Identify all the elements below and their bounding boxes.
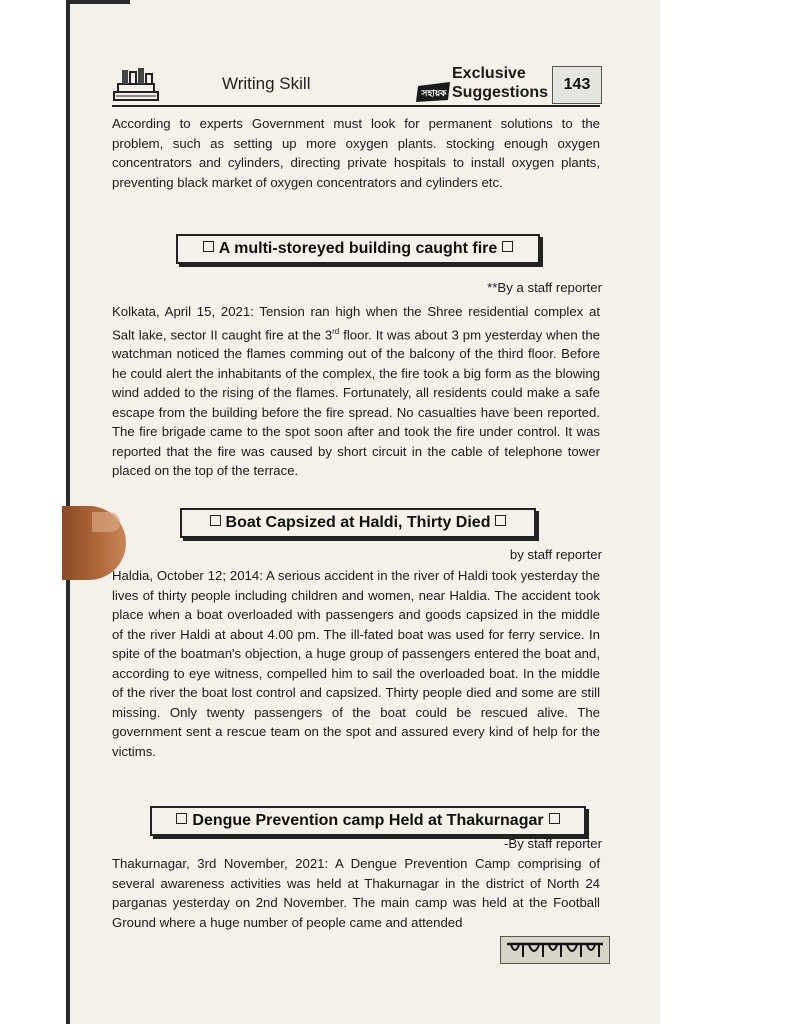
article-boat-body: Haldia, October 12; 2014: A serious accident in the river of Haldi took yesterday the lives of thirty people including children and women, near Haldia. The accident took place when a boat overloaded with passengers and goods capsized in the middle of the river Haldi at about 4.00 pm. The ill-fated boat was used for ferry service. In spite of the boatman's objection, a huge group of passengers entered the boat and, according to eye witness, compelled him to sail the overloaded boat. In the middle of the river the boat lost control and capsized. Thirty people died and some are still missing. Only twenty passengers of the boat could be rescued alive. The government sent a rescue team on the spot and assured every kind of help for the victims. [112,568,600,759]
checkbox-square-icon [495,515,506,526]
page-header [112,62,602,106]
page-top-edge [70,0,130,4]
article-fire-body: Kolkata, April 15, 2021: Tension ran high when the Shree residential complex at Salt lake, sector II caught fire at the 3rd floor. It was about 3 pm yesterday when the watchman noticed the flames comming out of the balcony of the third floor. Before he could alert the inhabitants of the complex, the fire took a big form as the blowing wind added to the rising of the flames. Fortunately, all residents could make a safe escape from the building before the fire spread. No casualties have been reported. The fire brigade came to the spot soon after and took the fire under control. It was reported that the fire was caused by short circuit in the cable of telephone tower placed on the top of the terrace. [112,304,600,479]
suggestions-line: Suggestions [452,84,549,101]
checkbox-square-icon [203,241,214,252]
headline-text: A multi-storeyed building caught fire [218,240,498,257]
publisher-logo-art [501,937,609,963]
publisher-logo [500,936,610,964]
checkbox-square-icon [502,241,513,252]
checkbox-square-icon [549,813,560,824]
article-fire-byline: **By a staff reporter [487,280,602,295]
svg-text:সহায়ক: সহায়ক [421,89,447,99]
article-dengue-body: Thakurnagar, 3rd November, 2021: A Dengue Prevention Camp comprising of several awareness activities was held at Thakurnagar in the district of North 24 parganas yesterday on 2nd November. The main camp was held at the Football Ground where a huge number of people came and attended [112,856,600,930]
section-title: Writing Skill [222,74,311,93]
page-number: 143 [552,66,602,104]
headline-text: Dengue Prevention camp Held at Thakurnagar [192,812,544,829]
headline-text: Boat Capsized at Haldi, Thirty Died [225,514,491,531]
intro-paragraph: According to experts Government must look for permanent solutions to the problem, such as setting up more oxygen plants. stocking enough oxygen concentrators and cylinders, directing private hospitals to install oxygen plants, preventing black market of oxygen concentrators and cylinders etc. [112,116,600,190]
header-rule [112,105,600,107]
article-dengue-headline [150,806,586,836]
checkbox-square-icon [176,813,187,824]
thumbnail-highlight [92,512,120,532]
article-dengue-byline: -By staff reporter [504,836,602,851]
publisher-badge [416,82,452,102]
article-boat-byline: by staff reporter [509,547,602,562]
article-boat-headline [180,508,536,538]
exclusive-line: Exclusive [452,65,526,82]
exclusive-suggestions-label [452,64,548,102]
checkbox-square-icon [210,515,221,526]
books-icon [112,64,160,104]
article-fire-headline [176,234,540,264]
